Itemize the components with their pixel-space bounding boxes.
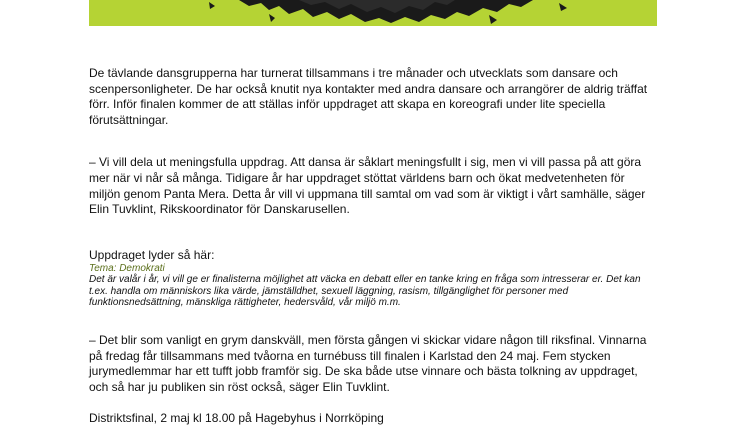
header-banner-image — [89, 0, 657, 26]
final-quote-paragraph: – Det blir som vanligt en grym danskväll, men första gången vi skickar vidare någon till riksfinal. Vinnarna på fredag får tillsammans med tvåorna en turnébuss till finalen i Karlstad den 24 maj. Fem stycken jurymedlemmar har ett tufft jobb framför sig. De ska både utse vinnare och bästa tolkning av uppdraget, och så har ju publiken sin röst också, säger Elin Tuvklint. — [89, 332, 647, 394]
theme-description: Det är valår i år, vi vill ge er finalisterna möjlighet att väcka en debatt eller en tanke kring en fråga som intresserar er. Det kan t.ex. handla om människors lika värde, jämställdhet, sexuell läggning, rasism, tillgänglighet för personer med funktionsnedsättning, mänskliga rättigheter, hedersvåld, vår miljö m.m. — [89, 274, 641, 308]
green-artwork-banner-icon — [89, 0, 657, 26]
theme-label: Tema: Demokrati — [89, 263, 165, 275]
article-body — [89, 66, 659, 427]
intro-paragraph: De tävlande dansgrupperna har turnerat tillsammans i tre månader och utvecklats som dansare och scenpersonligheter. De har också knutit nya kontakter med andra dansare och arrangörer de aldrig träffat förr. Inför finalen kommer de att ställas inför uppdraget att skapa en koreografi under lite speciella förutsättningar. — [89, 66, 648, 127]
event-details: Distriktsfinal, 2 maj kl 18.00 på Hagebyhus i Norrköping — [89, 411, 384, 426]
assignment-section — [89, 248, 659, 308]
assignment-intro: Uppdraget lyder så här: — [89, 247, 215, 262]
quote-paragraph: – Vi vill dela ut meningsfulla uppdrag. Att dansa är såklart meningsfullt i sig, men vi vill passa på att göra mer när vi når så många. Tidigare år har uppdraget stöttat världens barn och ökat medvetenheten för miljön genom Panta Mera. Detta år vill vi uppmana till samtal om vad som är viktigt i vårt samhälle, säger Elin Tuvklint, Rikskoordinator för Danskarusellen. — [89, 155, 646, 217]
